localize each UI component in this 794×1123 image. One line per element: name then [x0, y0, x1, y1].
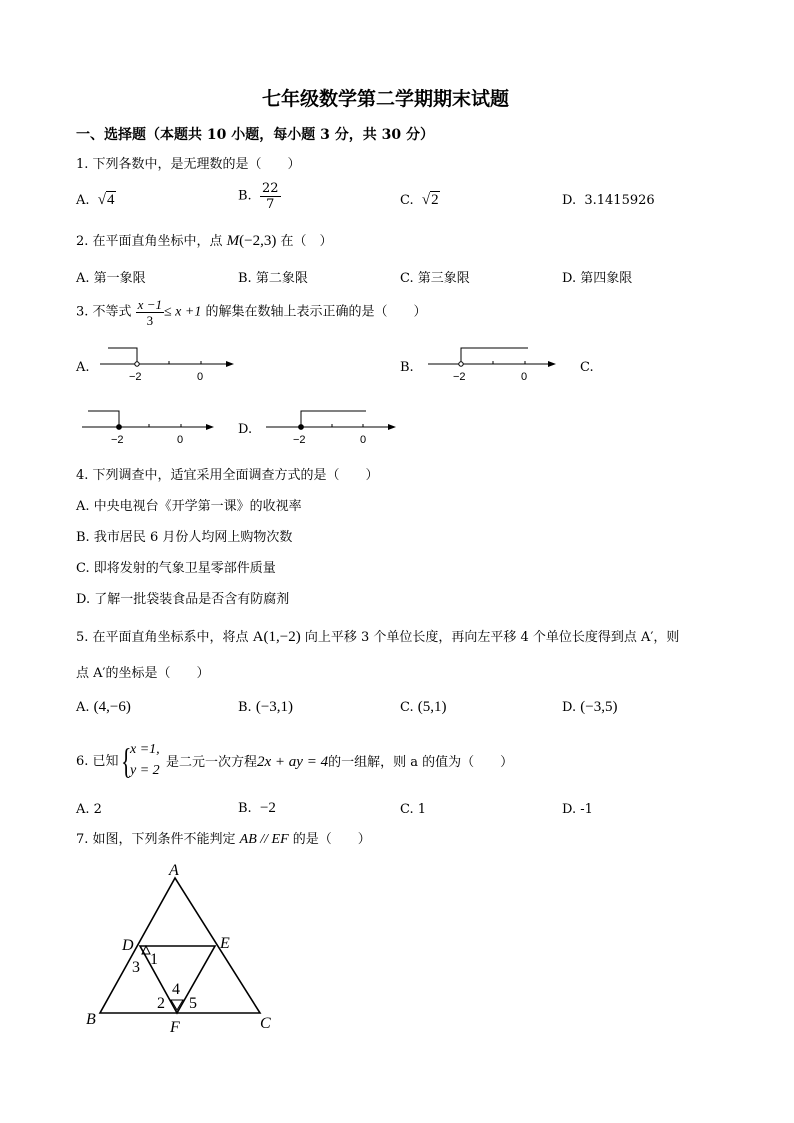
q5-a-label: A. — [76, 700, 90, 715]
solution-bracket — [461, 348, 528, 363]
tick-label-neg2: −2 — [453, 371, 466, 383]
q6-stem-rest — [166, 754, 513, 771]
q5-b-label: B. — [238, 700, 252, 715]
q1-option-b — [238, 181, 281, 212]
numerator: x −1 — [137, 297, 162, 312]
q4-option-a: A. 中央电视台《开学第一课》的收视率 — [76, 499, 302, 514]
q2-option-a: A. 第一象限 — [76, 271, 146, 286]
closed-point — [299, 425, 304, 430]
q4-option-c: C. 即将发射的气象卫星零部件质量 — [76, 561, 276, 576]
q1-stem: 1. 下列各数中，是无理数的是（ ） — [76, 157, 301, 172]
q6-b-value: −2 — [259, 800, 276, 816]
arrow-right-icon — [548, 361, 556, 367]
q5-c-value: (5,1) — [417, 699, 447, 715]
arrow-right-icon — [206, 424, 214, 430]
triangle-figure — [80, 858, 280, 1038]
q6-option-a: A. 2 — [76, 802, 102, 817]
solution-bracket — [301, 411, 366, 426]
number-line-c — [82, 403, 222, 448]
q1-d-value: 3.1415926 — [584, 193, 655, 208]
system-eq-2: y = 2 — [130, 763, 160, 778]
inequality-rhs: ≤ x +1 — [163, 304, 202, 320]
system-eq-1: x =1, — [130, 742, 160, 757]
arrow-right-icon — [388, 424, 396, 430]
sqrt-4: √4 — [97, 192, 115, 208]
angle-label-5: 5 — [189, 995, 197, 1012]
fraction-22-7 — [260, 181, 281, 212]
q6-b-label: B. — [238, 801, 252, 816]
q7-stem — [76, 832, 371, 848]
q5-line1-post: 向上平移 3 个单位长度，再向左平移 4 个单位长度得到点 A′，则 — [300, 630, 680, 645]
page-title: 七年级数学第二学期期末试题 — [262, 88, 510, 110]
equation: 2x + ay = 4 — [257, 754, 329, 770]
tick-label-0: 0 — [177, 434, 184, 446]
solution-bracket — [108, 348, 137, 363]
point-m-coords: (−2,3) — [239, 233, 277, 249]
q5-d-value: (−3,5) — [580, 699, 618, 715]
q1-option-d — [562, 193, 655, 209]
angle-label-2: 2 — [157, 995, 165, 1012]
q2-stem — [76, 233, 333, 250]
q4-stem: 4. 下列调查中，适宜采用全面调查方式的是（ ） — [76, 468, 379, 483]
q5-c-label: C. — [400, 700, 414, 715]
parallel-relation: AB // EF — [239, 832, 289, 847]
q5-a-value: (4,−6) — [93, 699, 131, 715]
radicand: 4 — [107, 192, 115, 208]
tick-label-neg2: −2 — [111, 434, 124, 446]
q5-line2: 点 A′的坐标是（ ） — [76, 666, 210, 681]
open-point — [459, 362, 463, 366]
number-line-b — [428, 340, 568, 385]
tick-label-0: 0 — [521, 371, 528, 383]
q5-b-value: (−3,1) — [255, 699, 294, 715]
q1-option-c — [400, 192, 440, 209]
q1-b-label: B. — [238, 188, 252, 204]
brace-icon: { — [121, 741, 132, 781]
tick-label-neg2: −2 — [293, 434, 306, 446]
section-heading: 一、选择题（本题共 10 小题，每小题 3 分，共 30 分） — [76, 127, 434, 143]
q6-mid: 是二元一次方程 — [166, 755, 258, 770]
q2-option-d: D. 第四象限 — [562, 271, 633, 286]
sqrt-2: √2 — [421, 192, 439, 208]
q4-option-b: B. 我市居民 6 月份人均网上购物次数 — [76, 530, 293, 545]
q6-stem-post: 的一组解，则 a 的值为（ ） — [328, 755, 514, 770]
label-f: F — [170, 1019, 180, 1036]
tick-label-0: 0 — [197, 371, 204, 383]
open-point — [135, 362, 139, 366]
q6-option-c: C. 1 — [400, 802, 427, 817]
q1-a-label: A. — [76, 193, 90, 208]
radicand: 2 — [431, 192, 439, 208]
q2-option-c: C. 第三象限 — [400, 271, 470, 286]
q3-stem — [76, 297, 426, 328]
q5-option-c — [400, 699, 447, 716]
q3-stem-pre: 3. 不等式 — [76, 304, 136, 320]
angle-label-4: 4 — [172, 981, 180, 998]
q3-b-label: B. — [400, 360, 414, 375]
q6-stem-pre: 6. 已知 — [76, 754, 119, 769]
label-d: D — [122, 937, 134, 954]
angle-label-3: 3 — [132, 959, 140, 976]
solution-bracket — [88, 411, 119, 426]
q6-option-b — [238, 800, 276, 817]
label-b: B — [86, 1011, 96, 1028]
arrow-right-icon — [226, 361, 234, 367]
number-line-d — [266, 403, 406, 448]
q6-option-d: D. -1 — [562, 802, 593, 817]
tick-label-0: 0 — [360, 434, 367, 446]
numerator: 22 — [261, 181, 279, 196]
q2-stem-pre: 2. 在平面直角坐标中，点 — [76, 234, 227, 249]
q5-option-a — [76, 699, 131, 716]
q5-option-d — [562, 699, 617, 716]
q4-option-d: D. 了解一批袋装食品是否含有防腐剂 — [76, 592, 290, 607]
q1-d-label: D. — [562, 193, 577, 208]
closed-point — [117, 425, 122, 430]
point-a: A(1,−2) — [252, 629, 301, 645]
q5-line1-pre: 5. 在平面直角坐标系中，将点 — [76, 630, 253, 645]
q1-c-label: C. — [400, 193, 414, 208]
point-m: M — [226, 233, 240, 249]
q3-d-label: D. — [238, 422, 253, 437]
denominator: 7 — [266, 197, 275, 212]
label-a: A — [169, 862, 179, 879]
q7-stem-pre: 7. 如图，下列条件不能判定 — [76, 832, 240, 847]
number-line-a — [100, 340, 240, 385]
tick-label-neg2: −2 — [129, 371, 142, 383]
q2-stem-post: 在（ ） — [276, 234, 333, 249]
q5-d-label: D. — [562, 700, 577, 715]
q2-option-b: B. 第二象限 — [238, 271, 308, 286]
denominator: 3 — [146, 313, 154, 328]
q3-c-label: C. — [580, 360, 594, 375]
fraction-x-minus-1-over-3 — [136, 297, 164, 328]
q3-stem-post: 的解集在数轴上表示正确的是（ ） — [201, 304, 427, 320]
q7-stem-post: 的是（ ） — [288, 832, 371, 847]
label-e: E — [220, 935, 230, 952]
label-c: C — [260, 1015, 271, 1032]
q5-line1 — [76, 629, 679, 646]
q3-a-label: A. — [76, 360, 90, 375]
angle-label-1: 1 — [150, 951, 158, 968]
q1-option-a — [76, 192, 116, 209]
q5-option-b — [238, 699, 293, 716]
